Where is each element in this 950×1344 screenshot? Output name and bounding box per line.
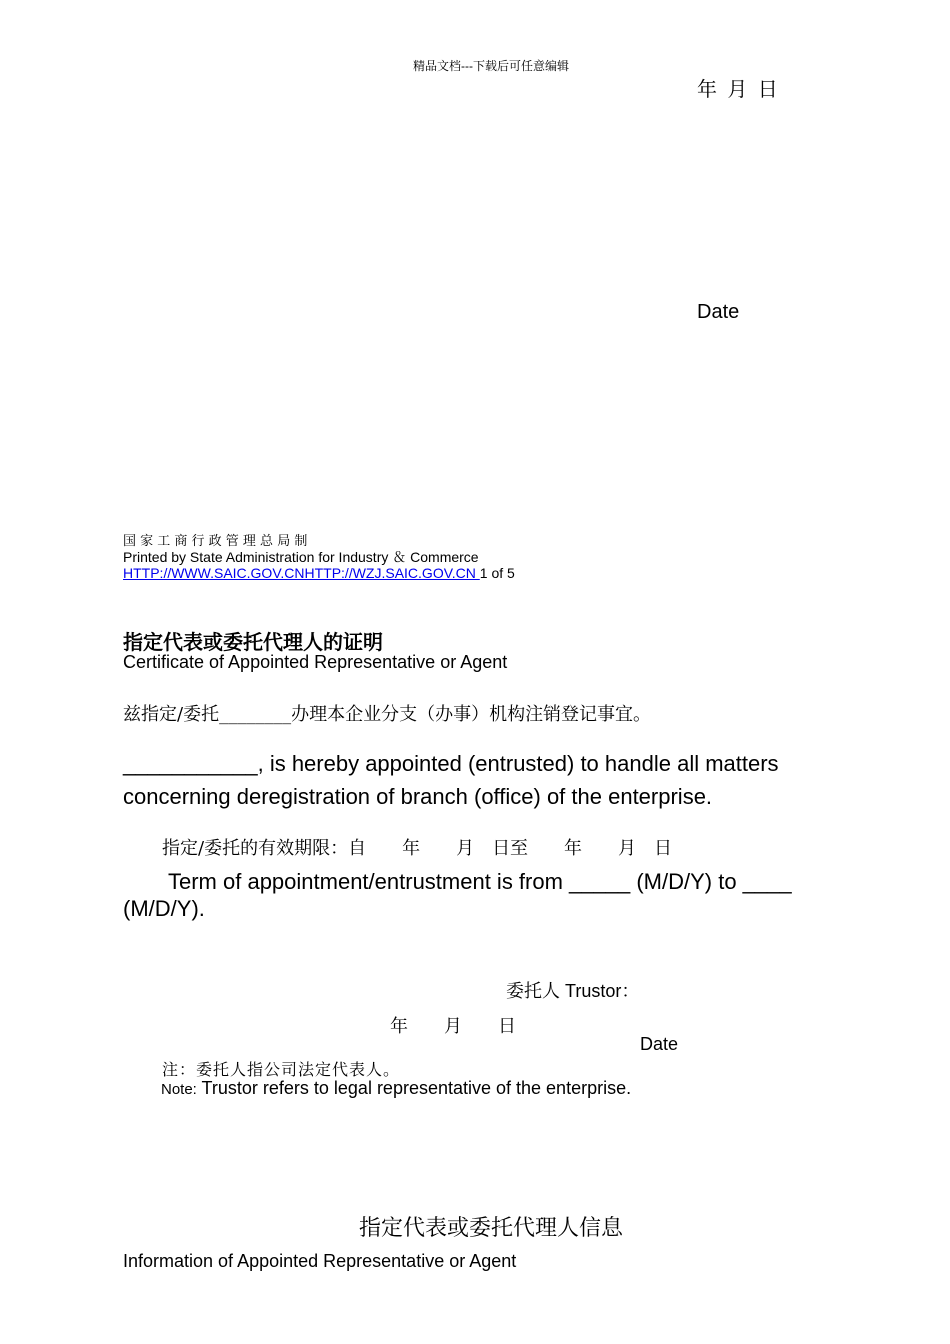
watermark-text: 精品文档---下载后可任意编辑 xyxy=(413,59,569,73)
trustor-signature-label xyxy=(506,977,639,1003)
note-cn: 注：委托人指公司法定代表人。 xyxy=(162,1060,401,1079)
info-title-en: Information of Appointed Representative or Agent xyxy=(123,1251,517,1271)
note-en xyxy=(161,1078,631,1099)
term-cn: 指定/委托的有效期限：自 年 月 日至 年 月 日 xyxy=(162,838,673,859)
term-en-line1: Term of appointment/entrustment is from _____ (M/D/Y) to ____ xyxy=(168,869,792,894)
trustor-label-en: Trustor： xyxy=(565,981,640,1001)
statement-cn: 兹指定/委托________办理本企业分支（办事）机构注销登记事宜。 xyxy=(123,704,652,725)
term-en-line2: (M/D/Y). xyxy=(123,896,205,921)
info-title-cn: 指定代表或委托代理人信息 xyxy=(358,1216,623,1241)
statement-en-line2: concerning deregistration of branch (office) of the enterprise. xyxy=(123,784,713,809)
trustor-label-cn: 委托人 xyxy=(506,981,560,1002)
header-date-cn: 年 月 日 xyxy=(697,77,778,101)
footer-line xyxy=(123,565,515,581)
statement-en-line1: ___________, is hereby appointed (entrusted) to handle all matters xyxy=(123,751,779,776)
issuer-cn: 国 家 工 商 行 政 管 理 总 局 制 xyxy=(123,534,308,549)
note-label-en: Note: xyxy=(161,1081,197,1098)
certificate-title-cn: 指定代表或委托代理人的证明 xyxy=(123,630,383,654)
saic-website-link[interactable]: HTTP://WWW.SAIC.GOV.CNHTTP://WZJ.SAIC.GOV.CN xyxy=(123,565,480,581)
sign-date-cn: 年 月 日 xyxy=(390,1016,516,1037)
page-indicator: 1 of 5 xyxy=(479,565,515,581)
sign-date-en: Date xyxy=(640,1034,679,1054)
issuer-en: Printed by State Administration for Industry ＆ Commerce xyxy=(123,549,479,565)
note-text-en: Trustor refers to legal representative of the enterprise. xyxy=(201,1078,632,1098)
certificate-title-en: Certificate of Appointed Representative or Agent xyxy=(123,652,508,672)
header-date-en: Date xyxy=(697,301,740,323)
